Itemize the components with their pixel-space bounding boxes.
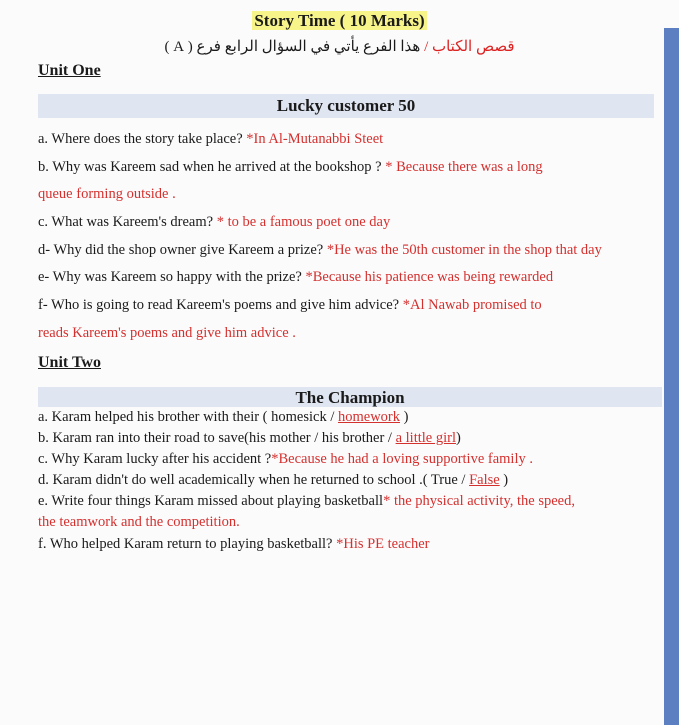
question-line: a. Karam helped his brother with their ( homesick / homework ) xyxy=(38,409,409,425)
answer-continuation: queue forming outside . xyxy=(38,186,176,202)
subtitle-black: هذا الفرع يأتي في السؤال الرابع فرع ( A ) xyxy=(164,39,425,55)
story-title-lucky-customer: Lucky customer 50 xyxy=(38,94,654,118)
question-line: d. Karam didn't do well academically when he returned to school .( True / False ) xyxy=(38,472,509,488)
answer-continuation: the teamwork and the competition. xyxy=(38,514,240,530)
question-line: a. Where does the story take place? *In Al-Mutanabbi Steet xyxy=(38,131,384,147)
question-line: b. Karam ran into their road to save(his mother / his brother / a little girl) xyxy=(38,430,461,446)
question-line: b. Why was Kareem sad when he arrived at the bookshop ? * Because there was a long xyxy=(38,159,543,175)
question-line: f- Who is going to read Kareem's poems and give him advice? *Al Nawab promised to xyxy=(38,297,542,313)
question-line: c. Why Karam lucky after his accident ?*Because he had a loving supportive family . xyxy=(38,451,533,467)
page-edge-bar xyxy=(664,28,679,725)
question-line: c. What was Kareem's dream? * to be a famous poet one day xyxy=(38,214,391,230)
subtitle-red: قصص الكتاب / xyxy=(424,39,515,55)
unit-one-heading: Unit One xyxy=(38,62,101,79)
answer-continuation: reads Kareem's poems and give him advice . xyxy=(38,325,296,341)
unit-two-heading: Unit Two xyxy=(38,354,101,371)
page-title: Story Time ( 10 Marks) xyxy=(254,11,425,30)
question-line: e- Why was Kareem so happy with the prize? *Because his patience was being rewarded xyxy=(38,269,554,285)
page-subtitle xyxy=(0,37,679,56)
story-title-the-champion: The Champion xyxy=(38,387,662,407)
question-line: d- Why did the shop owner give Kareem a prize? *He was the 50th customer in the shop that day xyxy=(38,242,602,258)
question-line: f. Who helped Karam return to playing basketball? *His PE teacher xyxy=(38,536,430,552)
question-line: e. Write four things Karam missed about playing basketball* the physical activity, the speed, xyxy=(38,493,575,509)
